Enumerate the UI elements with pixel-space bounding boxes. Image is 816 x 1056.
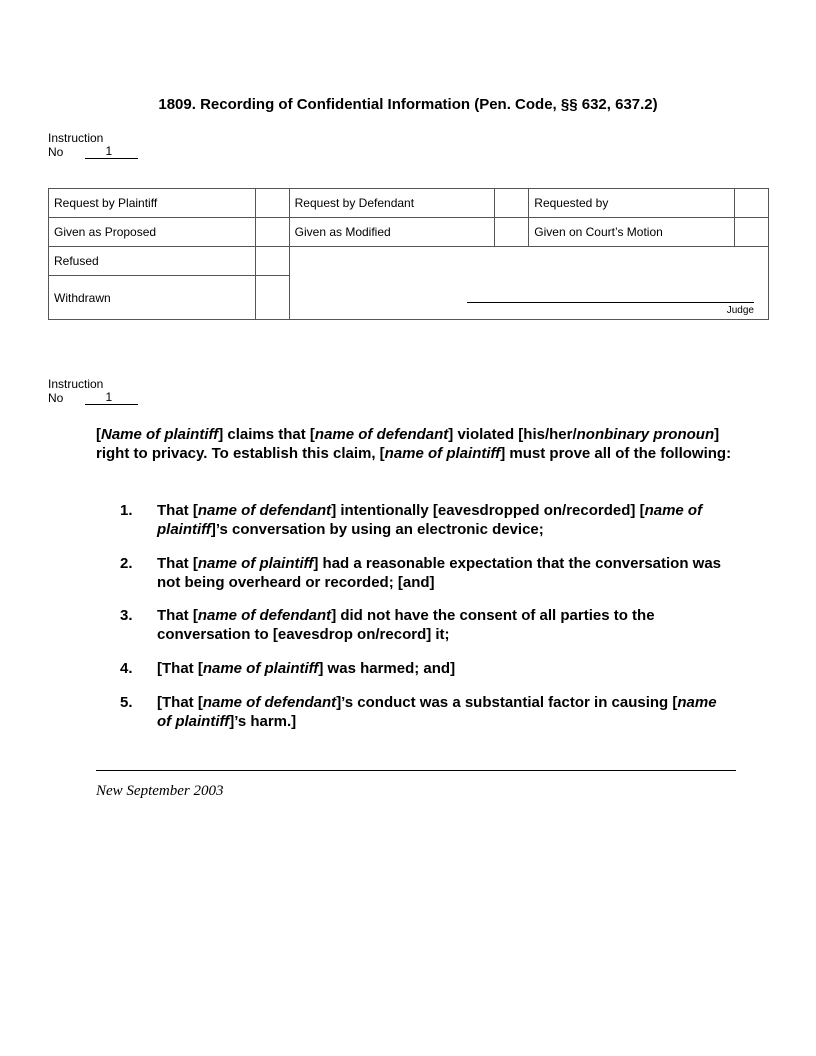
instruction-no-value: 1 — [85, 145, 138, 159]
request-by-defendant-checkbox[interactable] — [495, 189, 529, 218]
list-item: 1. That [name of defendant] intentionally [eavesdropped on/recorded] [name of plaintiff]’s conversation by using an electronic device; — [120, 502, 703, 538]
instruction-no-value: 1 — [85, 391, 138, 405]
list-item: 2. That [name of plaintiff] had a reasonable expectation that the conversation was not being overheard or recorded; [and] — [120, 555, 722, 591]
list-item: 3. That [name of defendant] did not have the consent of all parties to the conversation to [eavesdrop on/record] it; — [120, 607, 655, 643]
given-as-proposed-checkbox[interactable] — [255, 218, 289, 247]
revision-note: New September 2003 — [96, 783, 224, 799]
footer-divider — [96, 770, 736, 771]
instruction-no-label: No — [48, 145, 64, 159]
request-by-defendant-label: Request by Defendant — [289, 189, 495, 218]
given-on-courts-motion-label: Given on Court’s Motion — [529, 218, 735, 247]
instruction-no-label: No — [48, 391, 64, 405]
request-by-plaintiff-label: Request by Plaintiff — [49, 189, 256, 218]
judge-signature-area — [289, 247, 768, 320]
list-item: 4. [That [name of plaintiff] was harmed; and] — [120, 660, 456, 677]
given-on-courts-motion-checkbox[interactable] — [735, 218, 769, 247]
judge-label: Judge — [726, 305, 754, 316]
given-as-modified-checkbox[interactable] — [495, 218, 529, 247]
requested-by-checkbox[interactable] — [735, 189, 769, 218]
instruction-label: Instruction — [48, 131, 104, 145]
request-by-plaintiff-checkbox[interactable] — [255, 189, 289, 218]
instruction-intro: [Name of plaintiff] claims that [name of defendant] violated [his/her/nonbinary pronoun] right to privacy. To establish this claim, [name of plaintiff] must prove all of the following: — [96, 426, 732, 462]
instruction-title: 1809. Recording of Confidential Information (Pen. Code, §§ 632, 637.2) — [158, 96, 658, 113]
requested-by-label: Requested by — [529, 189, 735, 218]
refused-checkbox[interactable] — [255, 247, 289, 276]
withdrawn-label: Withdrawn — [49, 276, 256, 320]
instruction-label: Instruction — [48, 377, 104, 391]
judge-signature-line[interactable] — [467, 302, 754, 303]
refused-label: Refused — [49, 247, 256, 276]
instruction-number-block — [48, 377, 138, 405]
disposition-table — [48, 188, 769, 320]
given-as-proposed-label: Given as Proposed — [49, 218, 256, 247]
given-as-modified-label: Given as Modified — [289, 218, 495, 247]
list-item: 5. [That [name of defendant]’s conduct was a substantial factor in causing [name of plaintiff]’s harm.] — [120, 694, 717, 730]
withdrawn-checkbox[interactable] — [255, 276, 289, 320]
instruction-number-block — [48, 131, 138, 159]
